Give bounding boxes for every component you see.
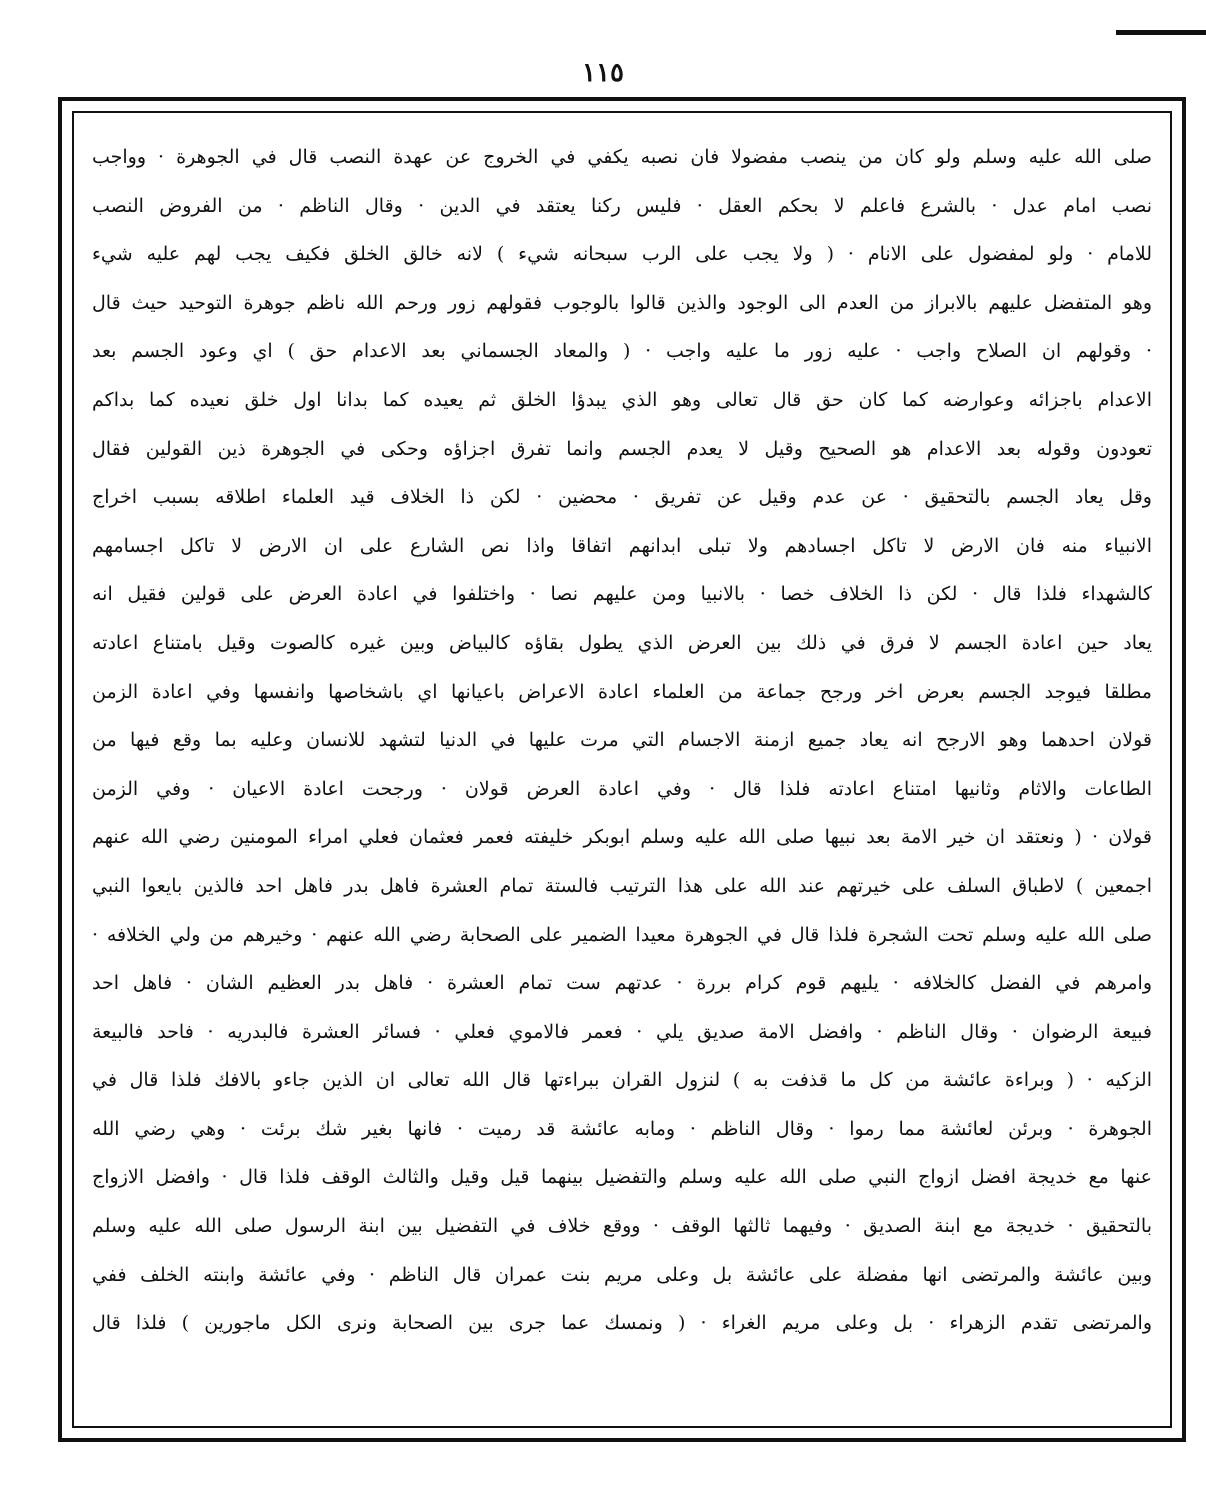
text-line: الانبياء منه فان الارض لا تاكل اجسادهم ولا تبلى ابدانهم اتفاقا واذا نص الشارع على ان الارض لا تاكل اجسامهم (92, 534, 1152, 557)
text-line: مطلقا فيوجد الجسم بعرض اخر ورجح جماعة من العلماء اعادة الاعراض باعيانها اي باشخاصها وانفسها وفي اعادة الزمن (92, 680, 1152, 703)
text-line: صلى الله عليه وسلم ولو كان من ينصب مفضولا فان نصبه يكفي في الخروج عن عهدة النصب قال في الجوهرة · وواجب (92, 146, 1152, 168)
text-line: الاعدام باجزائه وعوارضه كما كان حق قال تعالى وهو الذي يبدؤا الخلق ثم يعيده كما بدانا اول خلق نعيده كما بداكم (92, 388, 1152, 411)
text-line: نصب امام عدل · بالشرع فاعلم لا بحكم العقل · فليس ركنا يعتقد في الدين · وقال الناظم · من الفروض النصب (92, 194, 1152, 217)
text-line: فبيعة الرضوان · وقال الناظم · وافضل الامة صديق يلي · فعمر فالاموي فعلي · فسائر العشرة فالبدريه · فاحد فالبيعة (92, 1020, 1152, 1043)
text-line: قولان · ( ونعتقد ان خير الامة بعد نبيها صلى الله عليه وسلم ابوبكر خليفته فعمر فعثمان فعلي امراء المومنين رضي الله عنهم (92, 826, 1152, 849)
text-line: قولان احدهما وهو الارجح انه يعاد جميع ازمنة الاجسام التي مرت عليها في الدنيا لتشهد للانسان وعليه بما وقع فيها من (92, 729, 1152, 752)
body-text (92, 133, 1152, 1348)
text-line: وقل يعاد الجسم بالتحقيق · عن عدم وقيل عن تفريق · محضين · لكن ذا الخلاف قيد العلماء اطلاقه بسبب اخراج (92, 486, 1152, 509)
text-line: كالشهداء فلذا قال · لكن ذا الخلاف خصا · بالانبيا ومن عليهم نصا · واختلفوا في اعادة العرض على قولين فقيل انه (92, 583, 1152, 606)
text-line: عنها مع خديجة افضل ازواج النبي صلى الله عليه وسلم والتفضيل بينهما قيل وقيل والثالث الوقف فلذا قال · وافضل الازواج (92, 1166, 1152, 1189)
text-frame (72, 111, 1172, 1428)
text-line: والمرتضى تقدم الزهراء · بل وعلى مريم الغراء · ( ونمسك عما جرى بين الصحابة ونرى الكل ماجورين ) فلذا قال (92, 1312, 1152, 1335)
text-line: · وقولهم ان الصلاح واجب · عليه زور ما عليه واجب · ( والمعاد الجسماني بعد الاعدام حق ) اي وعود الجسم بعد (92, 340, 1152, 363)
page-number: ١١٥ (582, 58, 624, 88)
text-line: صلى الله عليه وسلم تحت الشجرة فلذا قال في الجوهرة معيدا الضمير على الصحابة رضي الله عنهم · وخيرهم من ولي الخلافه · (92, 923, 1152, 946)
text-line: اجمعين ) لاطباق السلف على خيرتهم عند الله على هذا الترتيب فالستة تمام العشرة فاهل بدر فاهل احد فالذين بايعوا النبي (92, 874, 1152, 897)
text-line: وبين عائشة والمرتضى انها مفضلة على عائشة بل وعلى مريم بنت عمران قال الناظم · وفي عائشة وابنته الخلف ففي (92, 1263, 1152, 1286)
text-line: للامام · ولو لمفضول على الانام · ( ولا يجب على الرب سبحانه شيء ) لانه خالق الخلق فكيف يجب لهم عليه شيء (92, 243, 1152, 266)
text-line: وهو المتفضل عليهم بالابراز من العدم الى الوجود والذين قالوا بالوجوب فقولهم زور ورحم الله ناظم جوهرة التوحيد حيث قال (92, 291, 1152, 314)
text-line: الزكيه · ( وبراءة عائشة من كل ما قذفت به ) لنزول القران ببراءتها قال الله تعالى ان الذين جاءو بالافك فلذا قال في (92, 1069, 1152, 1092)
corner-rule (1116, 30, 1206, 35)
text-line: تعودون وقوله بعد الاعدام هو الصحيح وقيل لا يعدم الجسم وانما تفرق اجزاؤه وحكى في الجوهرة ذين القولين فقال (92, 437, 1152, 460)
text-line: وامرهم في الفضل كالخلافه · يليهم قوم كرام بررة · عدتهم ست تمام العشرة · فاهل بدر العظيم الشان · فاهل احد (92, 972, 1152, 995)
text-line: الجوهرة · وبرئن لعائشة مما رموا · وقال الناظم · ومابه عائشة قد رميت · فانها بغير شك برئت · وهي رضي الله (92, 1117, 1152, 1140)
text-line: بالتحقيق · خديجة مع ابنة الصديق · وفيهما ثالثها الوقف · ووقع خلاف في التفضيل بين ابنة الرسول صلى الله عليه وسلم (92, 1215, 1152, 1238)
text-line: الطاعات والاثام وثانيها امتناع اعادته فلذا قال · وفي اعادة العرض قولان · ورجحت اعادة الاعيان · وفي الزمن (92, 777, 1152, 800)
text-line: يعاد حين اعادة الجسم لا فرق في ذلك بين العرض الذي يطول بقاؤه كالبياض وبين غيره كالصوت وقيل بامتناع اعادته (92, 631, 1152, 654)
